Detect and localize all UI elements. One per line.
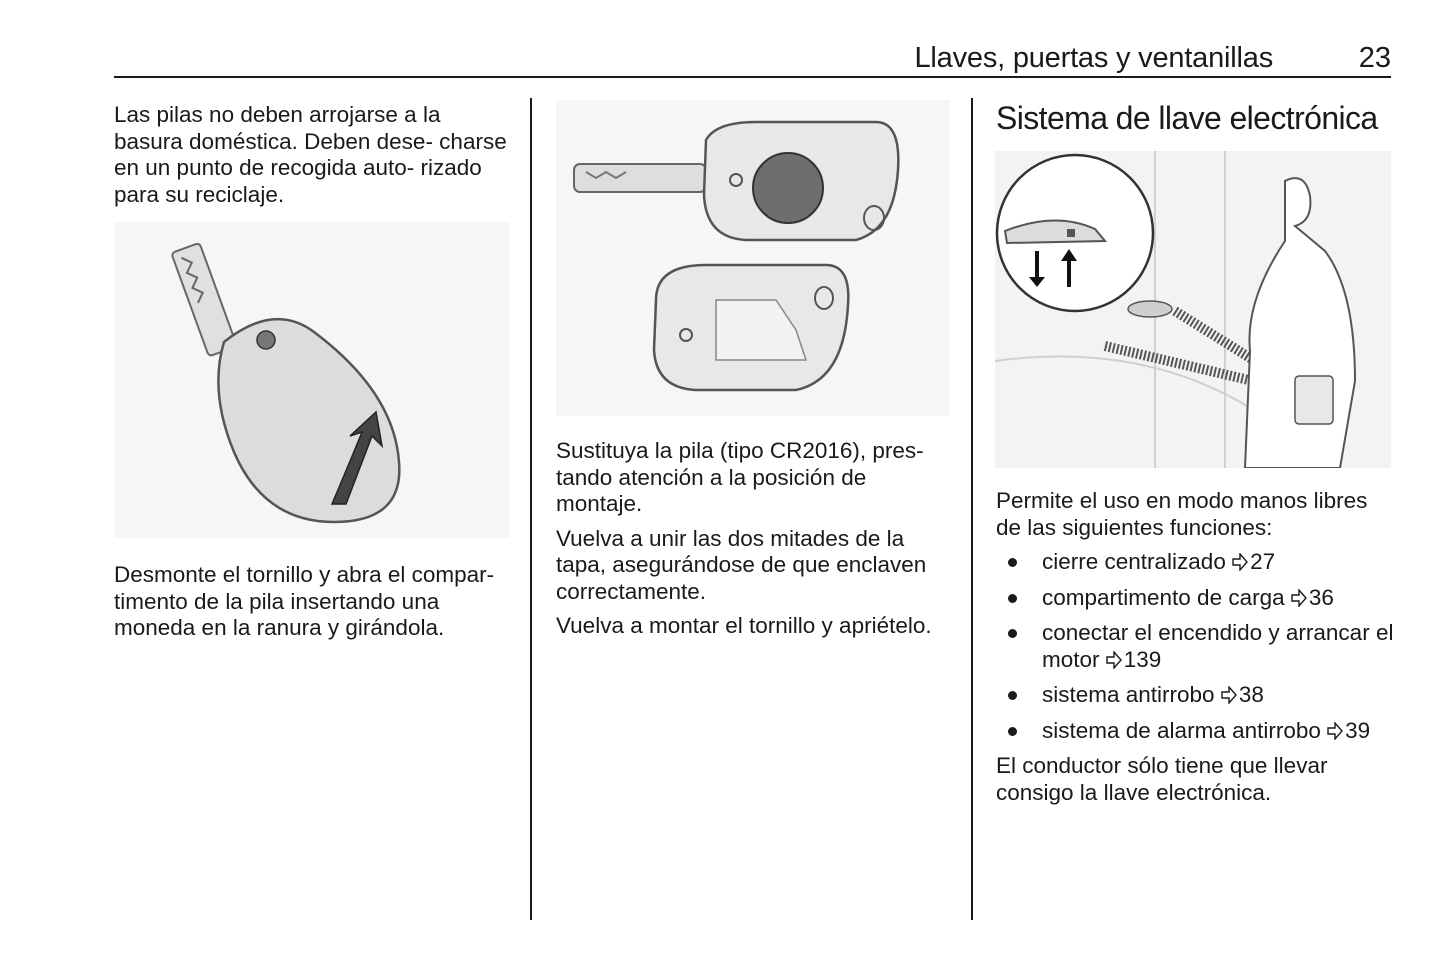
column-divider bbox=[530, 98, 532, 920]
battery-compartment-illustration bbox=[556, 100, 950, 416]
col3-text bbox=[996, 488, 1394, 814]
section-title: Llaves, puertas y ventanillas bbox=[914, 42, 1273, 74]
page-ref-arrow-icon bbox=[1106, 651, 1122, 669]
list-item: cierre centralizado 27 bbox=[996, 549, 1394, 576]
col3-outro: El conductor sólo tiene que llevar consigo la llave electrónica. bbox=[996, 753, 1328, 805]
key-remote-illustration bbox=[114, 222, 510, 538]
page-reference[interactable]: 36 bbox=[1291, 585, 1334, 610]
list-item: sistema de alarma antirrobo 39 bbox=[996, 718, 1394, 745]
column-divider bbox=[971, 98, 973, 920]
section-heading: Sistema de llave electrónica bbox=[996, 100, 1378, 136]
keyless-entry-illustration bbox=[995, 151, 1391, 468]
col2-para2: Vuelva a unir las dos mitades de la tapa, asegurándose de que enclaven correctamente. bbox=[556, 525, 927, 604]
page-reference[interactable]: 27 bbox=[1232, 549, 1275, 574]
list-item: sistema antirrobo 38 bbox=[996, 682, 1394, 709]
col2-text bbox=[556, 438, 952, 648]
page-ref-arrow-icon bbox=[1232, 553, 1248, 571]
function-list bbox=[996, 549, 1394, 744]
page-reference[interactable]: 38 bbox=[1221, 682, 1264, 707]
col1-para2: Desmonte el tornillo y abra el compar- timento de la pila insertando una moneda en la ranura y girándola. bbox=[114, 562, 495, 640]
col2-para3: Vuelva a montar el tornillo y apriételo. bbox=[556, 613, 932, 638]
page-number: 23 bbox=[1358, 42, 1391, 74]
col2-para1: Sustituya la pila (tipo CR2016), pres- tando atención a la posición de montaje. bbox=[556, 438, 924, 516]
list-item: conectar el encendido y arrancar el motor 139 bbox=[996, 620, 1394, 673]
page-ref-arrow-icon bbox=[1291, 589, 1307, 607]
page-ref-arrow-icon bbox=[1221, 686, 1237, 704]
page-reference[interactable]: 39 bbox=[1327, 718, 1370, 743]
col3-intro: Permite el uso en modo manos libres de las siguientes funciones: bbox=[996, 488, 1368, 540]
page-reference[interactable]: 139 bbox=[1106, 647, 1162, 672]
list-item: compartimento de carga 36 bbox=[996, 585, 1394, 612]
page-header bbox=[114, 40, 1391, 78]
page-ref-arrow-icon bbox=[1327, 722, 1343, 740]
col1-para1: Las pilas no deben arrojarse a la basura doméstica. Deben dese- charse en un punto de recogida auto- rizado para su reciclaje. bbox=[114, 102, 507, 207]
